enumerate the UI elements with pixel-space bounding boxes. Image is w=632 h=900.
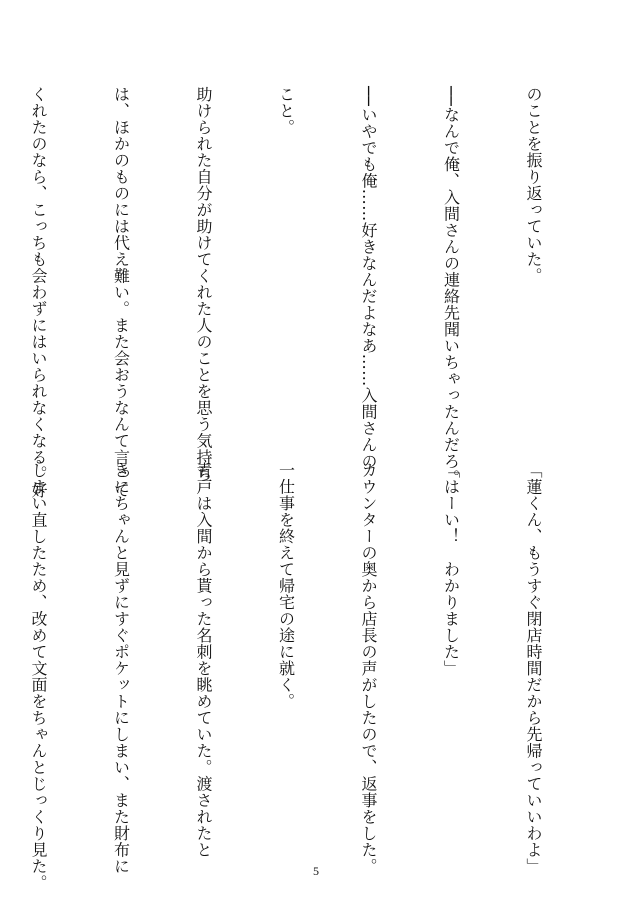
text-line: 一仕事を終えて帰宅の途に就く。 xyxy=(276,462,296,710)
text-line: 青戸は入間から貰った名刺を眺めていた。渡されたと xyxy=(194,462,213,858)
page-number: 5 xyxy=(313,864,319,878)
text-line: は、ほかのものには代え難い。また会おうなんて言って xyxy=(111,86,131,499)
text-line: カウンターの奥から店長の声がしたので、返事をした。 xyxy=(359,462,378,875)
text-line: きにちゃんと見ずにすぐポケットにしまい、また財布に xyxy=(111,462,131,875)
text-line: 「はーい！ わかりました」 xyxy=(441,462,461,677)
text-line: 「蓮くん、もうすぐ閉店時間だから先帰っていいわよ」 xyxy=(524,462,543,875)
lower-text-block xyxy=(0,462,602,891)
text-line: ──なんで俺、入間さんの連絡先聞いちゃったんだろ。 xyxy=(441,86,461,486)
text-line: 助けられた自分が助けてくれた人のことを思う気持ち xyxy=(194,86,213,482)
text-line: くれたのなら、こっちも会わずにはいられなくなる。好 xyxy=(29,86,48,499)
text-line: のことを振り返っていた。 xyxy=(524,86,543,284)
upper-text-block xyxy=(0,86,602,499)
text-line: しまい直したため、改めて文面をちゃんとじっくり見た。 xyxy=(29,462,48,891)
text-line: ──いやでも俺……好きなんだよなあ……入間さんの xyxy=(359,86,378,470)
text-line: こと。 xyxy=(276,86,296,136)
